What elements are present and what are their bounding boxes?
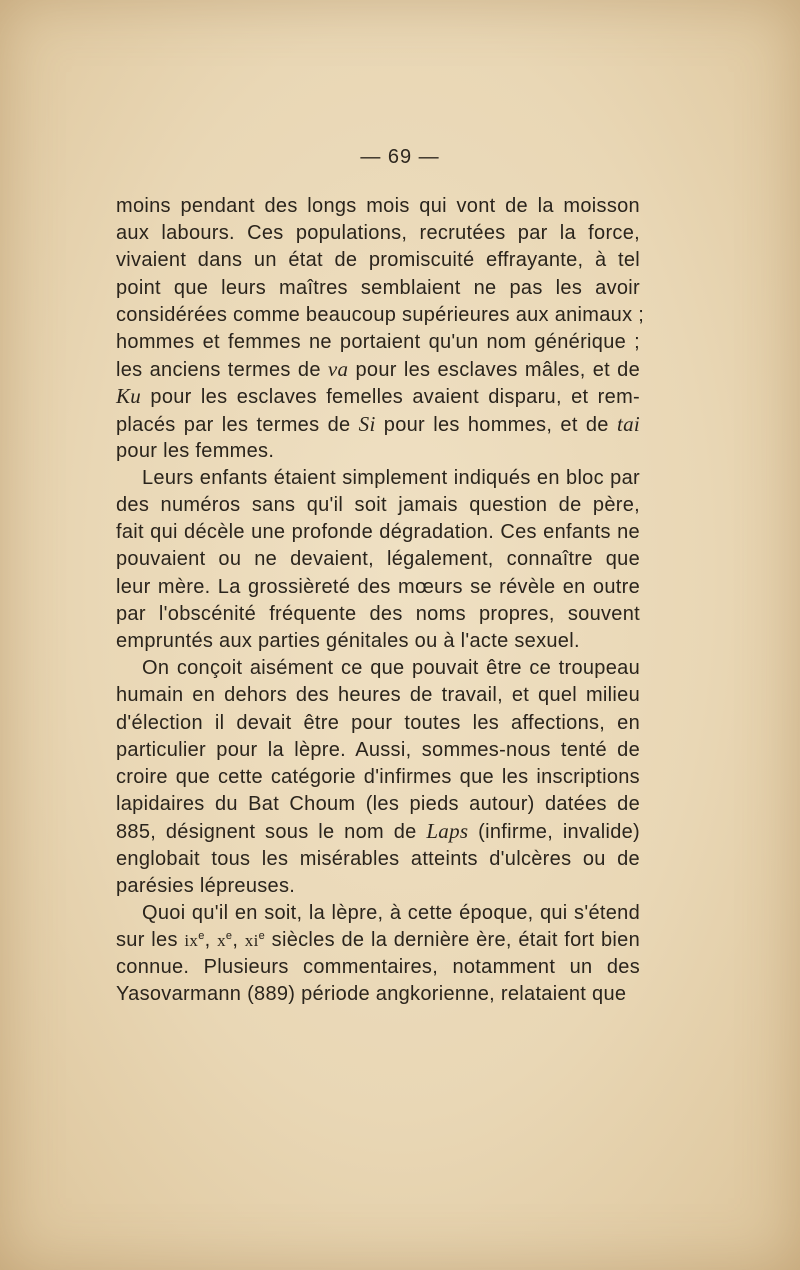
paragraph <box>116 193 645 465</box>
italic-term: Si <box>358 411 376 436</box>
text-run: englobait tous les misérables atteints d'ulcères ou de <box>116 847 640 870</box>
text-run: aux labours. Ces populations, recrutées par la force, <box>116 222 640 245</box>
text-line <box>116 873 640 900</box>
text-line <box>116 954 640 981</box>
text-run: On conçoit aisément ce que pouvait être ce troupeau <box>142 657 640 680</box>
text-run: pour les femmes. <box>116 439 275 462</box>
text-line <box>116 546 640 573</box>
text-run: x <box>217 931 226 951</box>
body-text <box>116 193 645 1009</box>
text-line <box>116 275 640 302</box>
superscript: e <box>198 930 205 943</box>
text-line <box>116 519 640 546</box>
text-run: par l'obscénité fréquente des noms propres, souvent <box>116 602 640 625</box>
text-run: , <box>232 929 245 952</box>
text-run: pour les hommes, et de <box>375 413 617 436</box>
text-line <box>116 927 640 954</box>
italic-term: va <box>327 357 349 382</box>
text-run: siècles de la dernière ère, était fort bien <box>265 929 640 952</box>
text-run: sur les <box>116 929 185 952</box>
text-run: croire que cette catégorie d'infirmes que les inscriptions <box>116 765 640 788</box>
text-line <box>116 601 640 628</box>
text-run: fait qui décèle une profonde dégradation. Ces enfants ne <box>116 521 640 544</box>
text-line <box>116 574 640 601</box>
text-run: leur mère. La grossièreté des mœurs se révèle en outre <box>116 575 640 598</box>
page-number: — 69 — <box>360 146 440 168</box>
paragraph <box>116 900 640 1009</box>
text-line <box>116 900 640 927</box>
text-run: humain en dehors des heures de travail, et quel milieu <box>116 684 640 707</box>
text-line <box>116 438 640 465</box>
text-line <box>116 818 640 845</box>
italic-term: Ku <box>116 384 142 409</box>
text-line <box>116 981 640 1008</box>
text-run: vivaient dans un état de promiscuité effrayante, à tel <box>116 249 640 272</box>
text-run: connue. Plusieurs commentaires, notamment un des <box>116 956 640 979</box>
text-line <box>116 655 640 682</box>
text-run: des numéros sans qu'il soit jamais question de père, <box>116 494 640 517</box>
text-line <box>116 220 640 247</box>
text-run: (infirme, invalide) <box>468 821 640 844</box>
text-line <box>116 302 645 329</box>
text-line <box>116 492 640 519</box>
text-run: particulier pour la lèpre. Aussi, sommes-nous tenté de <box>116 738 640 761</box>
text-run: pour les esclaves femelles avaient disparu, et rem- <box>141 386 640 409</box>
text-line <box>116 465 640 492</box>
paragraph <box>116 465 640 655</box>
text-line <box>116 791 640 818</box>
text-line <box>116 356 640 383</box>
superscript: e <box>225 930 233 943</box>
text-run: Quoi qu'il en soit, la lèpre, à cette époque, qui s'étend <box>142 901 640 924</box>
text-run: ix <box>184 931 199 951</box>
text-line <box>116 193 640 220</box>
text-run: placés par les termes de <box>116 413 359 436</box>
italic-term: tai <box>616 411 641 436</box>
text-run: , <box>204 929 218 952</box>
text-line <box>116 383 640 410</box>
italic-term: Laps <box>426 819 469 844</box>
text-run: Leurs enfants étaient simplement indiqués en bloc par <box>142 466 640 489</box>
text-line <box>116 411 640 438</box>
text-run: empruntés aux parties génitales ou à l'acte sexuel. <box>116 630 580 652</box>
text-line <box>116 247 640 274</box>
text-run: Yasovarmann (889) période angkorienne, relataient que <box>116 983 627 1006</box>
text-run: xi <box>244 931 259 951</box>
text-run: moins pendant des longs mois qui vont de la moisson <box>116 195 640 217</box>
text-run: pour les esclaves mâles, et de <box>348 359 640 382</box>
text-line <box>116 682 640 709</box>
text-run: point que leurs maîtres semblaient ne pas les avoir <box>116 276 640 299</box>
text-run: 885, désignent sous le nom de <box>116 821 427 844</box>
text-line <box>116 329 640 356</box>
text-run: lapidaires du Bat Choum (les pieds autour) datées de <box>116 793 640 816</box>
text-run: d'élection il devait être pour toutes les affections, en <box>116 711 640 734</box>
text-run: considérées comme beaucoup supérieures aux animaux ; <box>116 303 645 326</box>
text-line <box>116 764 640 791</box>
text-line <box>116 846 640 873</box>
text-line <box>116 737 640 764</box>
text-run: hommes et femmes ne portaient qu'un nom générique ; <box>116 330 640 353</box>
text-line <box>116 628 640 655</box>
text-run: pouvaient ou ne devaient, légalement, connaître que <box>116 548 640 571</box>
superscript: e <box>258 930 266 943</box>
paragraph <box>116 655 640 900</box>
text-run: parésies lépreuses. <box>116 874 296 897</box>
text-run: les anciens termes de <box>116 359 328 382</box>
text-line <box>116 710 640 737</box>
